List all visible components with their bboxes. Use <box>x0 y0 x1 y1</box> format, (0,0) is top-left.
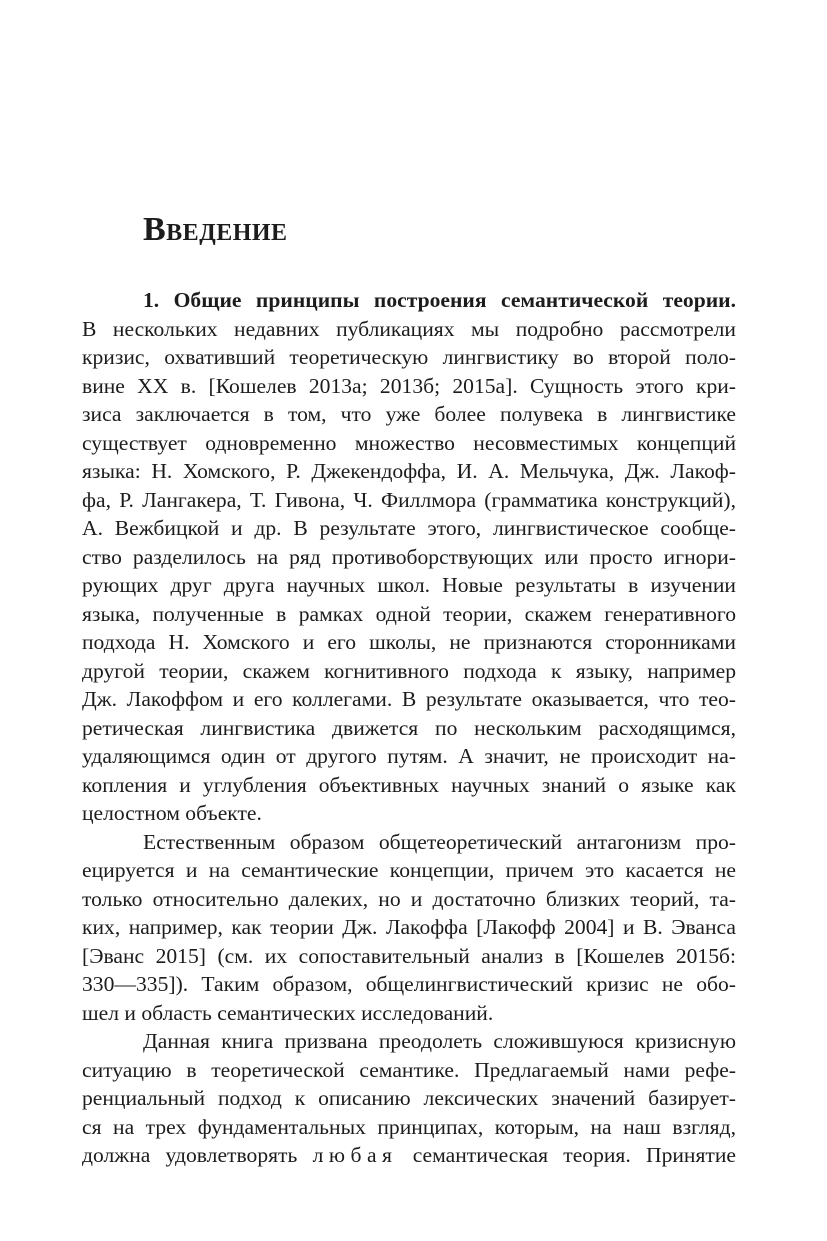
emphasized-word: любая <box>312 1143 398 1167</box>
text-line: только относительно далеких, но и достаточно близких теорий, та- <box>82 886 736 911</box>
text-line: подхода Н. Хомского и его школы, не признаются сторонниками <box>82 630 736 654</box>
text-line: другой теории, скажем когнитивного подхода к языку, например <box>82 658 736 683</box>
text-line: Естественным образом общетеоретический антагонизм про- <box>143 829 736 854</box>
text-line: ситуацию в теоретической семантике. Предлагаемый нами рефе- <box>82 1057 736 1082</box>
final-line-before: должна удовлетворять <box>82 1143 313 1167</box>
text-line: 330—335]). Таким образом, общелингвистический кризис не обо- <box>82 972 736 996</box>
text-line: языка: Н. Хомского, Р. Джекендоффа, И. А. Мельчука, Дж. Лакоф- <box>82 459 736 483</box>
text-line: удаляющимся один от другого путям. А значит, не происходит на- <box>82 744 736 768</box>
text-line: ство разделилось на ряд противоборствующих или просто игнори- <box>82 544 736 569</box>
text-line: [Эванс 2015] (см. их сопоставительный анализ в [Кошелев 2015б: <box>82 943 736 968</box>
text-line: Дж. Лакоффом и его коллегами. В результате оказывается, что тео- <box>82 687 736 711</box>
final-line-after: семантическая теория. Принятие <box>397 1143 736 1167</box>
text-line: ретическая лингвистика движется по нескольким расходящимся, <box>82 715 736 740</box>
section-heading: 1. Общие принципы построения семантической теории. <box>143 288 736 312</box>
text-line: ких, например, как теории Дж. Лакоффа [Лакофф 2004] и В. Эванса <box>82 915 736 939</box>
text-line: зиса заключается в том, что уже более полувека в лингвистике <box>82 402 736 426</box>
text-line: кризис, охвативший теоретическую лингвистику во второй поло- <box>82 345 736 369</box>
text-line: языка, полученные в рамках одной теории, скажем генеративного <box>82 601 736 626</box>
text-line: ренциальный подход к описанию лексических значений базирует- <box>82 1086 736 1110</box>
text-line: шел и область семантических исследований. <box>82 1000 494 1025</box>
text-line: Данная книга призвана преодолеть сложившуюся кризисную <box>143 1029 736 1053</box>
text-line: копления и углубления объективных научных знаний о языке как <box>82 772 736 797</box>
text-line: ецируется и на семантические концепции, причем это касается не <box>82 858 736 882</box>
text-line-final <box>82 1141 736 1170</box>
text-line: целостном объекте. <box>82 801 262 825</box>
text-line: В нескольких недавних публикациях мы подробно рассмотрели <box>82 316 736 341</box>
text-line: существует одновременно множество несовместимых концепций <box>82 430 736 455</box>
chapter-title: Введение <box>143 211 288 248</box>
text-line: фа, Р. Лангакера, Т. Гивона, Ч. Филлмора (грамматика конструкций), <box>82 487 736 512</box>
body-text <box>82 286 736 1170</box>
text-line: вине XX в. [Кошелев 2013а; 2013б; 2015а]. Сущность этого кри- <box>82 373 736 398</box>
text-line: А. Вежбицкой и др. В результате этого, лингвистическое сообще- <box>82 516 736 540</box>
text-line: ся на трех фундаментальных принципах, которым, на наш взгляд, <box>82 1114 736 1139</box>
text-line: рующих друг друга научных школ. Новые результаты в изучении <box>82 573 736 597</box>
